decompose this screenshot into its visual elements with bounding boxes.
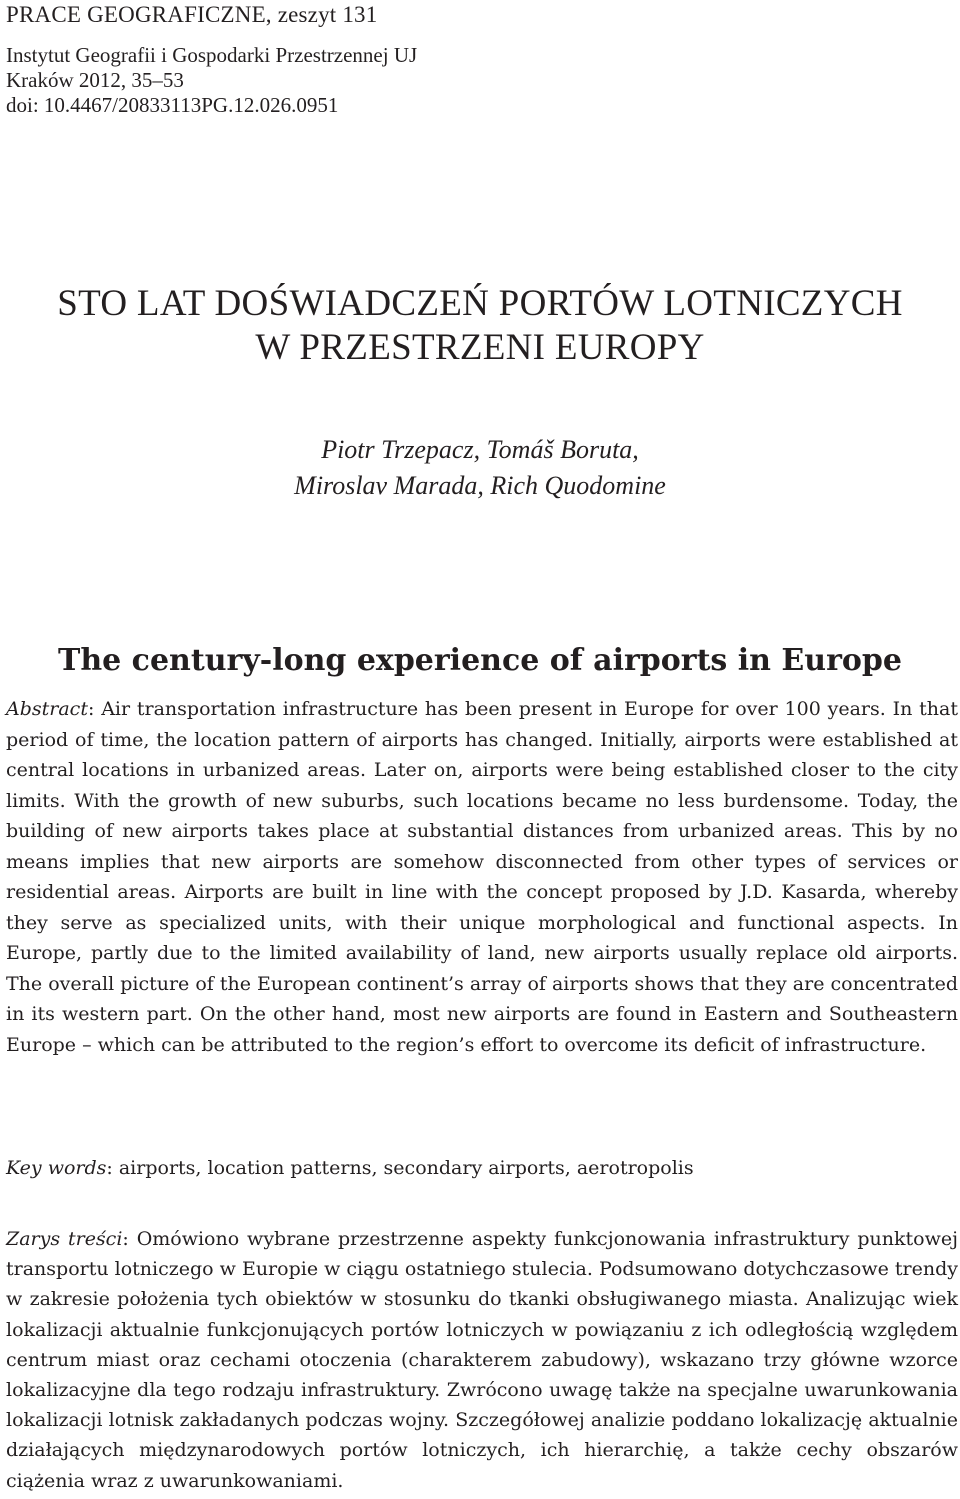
keywords: Key words: airports, location patterns, secondary airports, aerotropolis <box>6 1157 694 1179</box>
polish-summary: Zarys treści: Omówiono wybrane przestrzenne aspekty funkcjonowania infrastruktury punktowej transportu lotniczego w Europie w ciągu ostatniego stulecia. Podsumowano dotychczasowe trendy w zakresie położenia tych obiektów w stosunku do tkanki obsługiwanego miasta. Analizując wiek lokalizacji aktualnie funkcjonujących portów lotniczych w powiązaniu z ich odległością względem centrum miast oraz cechami otoczenia (charakterem zabudowy), wskazano trzy główne wzorce lokalizacyjne dla tego rodzaju infrastruktury. Zwrócono uwagę także na specjalne uwarunkowania lokalizacji lotnisk zakładanych podczas wojny. Szczegółowej analizie poddano lokalizację aktualnie działających międzynarodowych portów lotniczych, ich hierarchię, a także cechy obszarów ciążenia wraz z uwarunkowaniami. <box>6 1228 958 1492</box>
abstract: Abstract: Air transportation infrastructure has been present in Europe for over 100 years. In that period of time, the location pattern of airports has changed. Initially, airports were established at central locations in urbanized areas. Later on, airports were being established closer to the city limits. With the growth of new suburbs, such locations became no less burdensome. Today, the building of new airports takes place at substantial distances from urbanized areas. This by no means implies that new airports are somehow disconnected from other types of services or residential areas. Airports are built in line with the concept proposed by J.D. Kasarda, whereby they serve as specialized units, with their unique morphological and functional aspects. In Europe, partly due to the limited availability of land, new airports usually replace old airports. The overall picture of the European continent’s array of airports shows that they are concentrated in its western part. On the other hand, most new airports are found in Eastern and Southeastern Europe – which can be attributed to the region’s effort to overcome its deficit of infrastructure. <box>6 698 959 1056</box>
authors-line-1: Piotr Trzepacz, Tomáš Boruta, <box>321 435 639 464</box>
abstract-text: Air transportation infrastructure has been present in Europe for over 100 years. In that period of time, the location pattern of airports has changed. Initially, airports were established at central locations in urbanized areas. Later on, airports were being established closer to the city limits. With the growth of new suburbs, such locations became no less burdensome. Today, the building of new airports takes place at substantial distances from urbanized areas. This by no means implies that new airports are somehow disconnected from other types of services or residential areas. Airports are built in line with the concept proposed by J.D. Kasarda, whereby they serve as specialized units, with their unique morphological and functional aspects. In Europe, partly due to the limited availability of land, new airports usually replace old airports. The overall picture of the European continent’s array of airports shows that they are concentrated in its western part. On the other hand, most new airports are found in Eastern and Southeastern Europe – which can be attributed to the region’s effort to overcome its deficit of infrastructure. <box>6 698 959 1056</box>
place-and-pages: Kraków 2012, 35–53 <box>6 68 184 92</box>
keywords-text: airports, location patterns, secondary airports, aerotropolis <box>118 1157 694 1179</box>
article-title-line-1: STO LAT DOŚWIADCZEŃ PORTÓW LOTNICZYCH <box>57 283 903 324</box>
polish-summary-text: Omówiono wybrane przestrzenne aspekty funkcjonowania infrastruktury punktowej transportu lotniczego w Europie w ciągu ostatniego stulecia. Podsumowano dotychczasowe trendy w zakresie położenia tych obiektów w stosunku do tkanki obsługiwanego miasta. Analizując wiek lokalizacji aktualnie funkcjonujących portów lotniczych w powiązaniu z ich odległością względem centrum miast oraz cechami otoczenia (charakterem zabudowy), wskazano trzy główne wzorce lokalizacyjne dla tego rodzaju infrastruktury. Zwrócono uwagę także na specjalne uwarunkowania lokalizacji lotnisk zakładanych podczas wojny. Szczegółowej analizie poddano lokalizację aktualnie działających międzynarodowych portów lotniczych, ich hierarchię, a także cechy obszarów ciążenia wraz z uwarunkowaniami. <box>6 1228 958 1492</box>
journal-series: PRACE GEOGRAFICZNE, zeszyt 131 <box>6 2 378 27</box>
doi[interactable]: doi: 10.4467/20833113PG.12.026.0951 <box>6 93 339 117</box>
journal-header <box>6 0 417 118</box>
abstract-label: Abstract <box>6 698 88 720</box>
english-title: The century-long experience of airports in Europe <box>58 643 902 678</box>
institute-name: Instytut Geografii i Gospodarki Przestrzennej UJ <box>6 43 418 67</box>
article-title-line-2: W PRZESTRZENI EUROPY <box>255 327 705 368</box>
authors <box>0 432 960 504</box>
article-title <box>0 282 960 370</box>
polish-summary-label: Zarys treści <box>6 1228 123 1250</box>
authors-line-2: Miroslav Marada, Rich Quodomine <box>294 471 666 500</box>
keywords-label: Key words <box>6 1157 107 1179</box>
